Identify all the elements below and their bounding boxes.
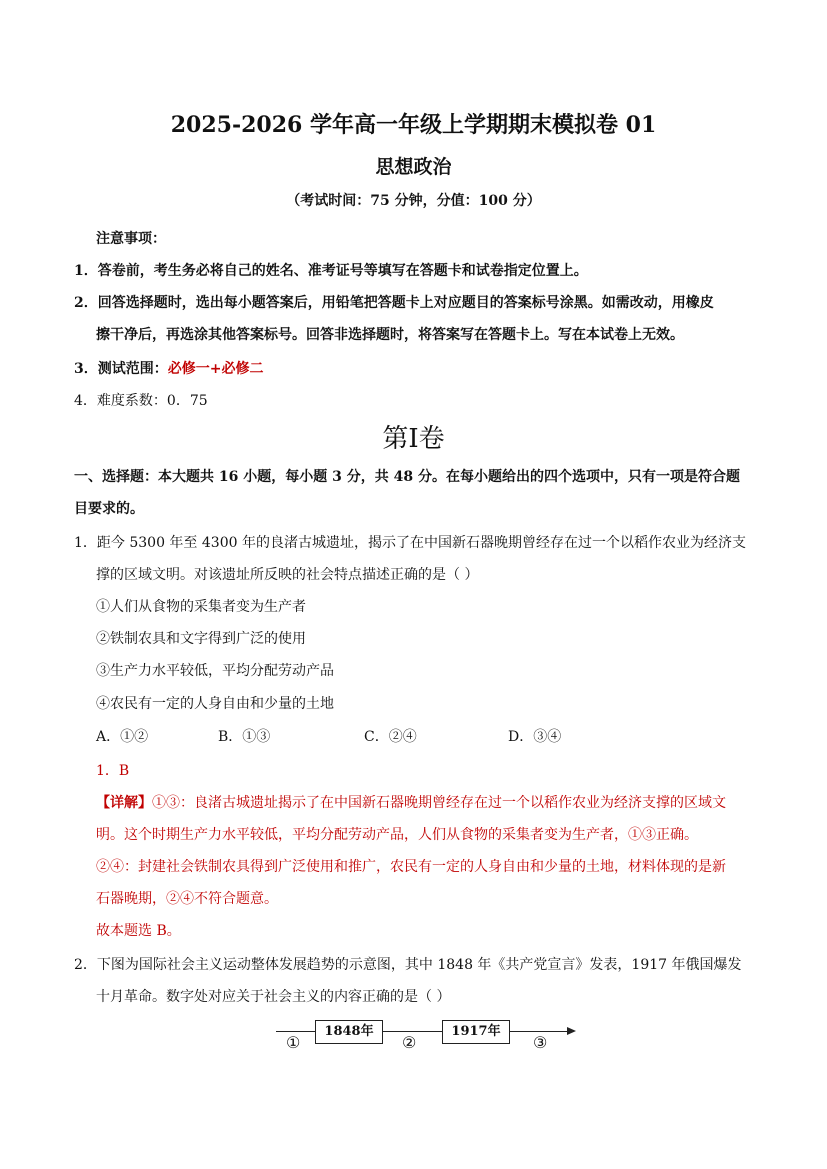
q1-option-a: A．①② [96, 729, 149, 745]
section-intro-line1: 一、选择题：本大题共 16 小题，每小题 3 分，共 48 分。在每小题给出的四个选项中，只有一项是符合题 [74, 469, 740, 485]
q1-option-b: B．①③ [218, 729, 271, 745]
q1-detail-line4: 石器晚期，②④不符合题意。 [96, 891, 278, 907]
section-title: 第Ⅰ卷 [382, 424, 445, 454]
detail-text: ①③：良渚古城遗址揭示了在中国新石器晚期曾经存在过一个以稻作农业为经济支撑的区域文 [152, 795, 726, 811]
exam-info: （考试时间：75 分钟，分值：100 分） [286, 193, 541, 209]
test-scope: 必修一+必修二 [167, 361, 264, 377]
q2-stem-line1: 2．下图为国际社会主义运动整体发展趋势的示意图，其中 1848 年《共产党宣言》发表，1917 年俄国爆发 [74, 957, 742, 973]
notice-item-2-line2: 擦干净后，再选涂其他答案标号。回答非选择题时，将答案写在答题卡上。写在本试卷上无效。 [96, 327, 684, 343]
exam-title: 2025-2026 学年高一年级上学期期末模拟卷 01 [170, 112, 657, 138]
notice-item-2-line1: 2．回答选择题时，选出每小题答案后，用铅笔把答题卡上对应题目的答案标号涂黑。如需改动，用橡皮 [74, 295, 714, 311]
q1-option-d: D．③④ [508, 729, 562, 745]
timeline-mark-3: ③ [533, 1033, 548, 1052]
notice-item-1: 1．答卷前，考生务必将自己的姓名、准考证号等填写在答题卡和试卷指定位置上。 [74, 263, 588, 279]
timeline-mark-1: ① [286, 1033, 301, 1052]
notice-item-3 [74, 358, 263, 378]
q1-conclusion: 故本题选 B。 [96, 923, 181, 939]
q2-stem-line2: 十月革命。数字处对应关于社会主义的内容正确的是（ ） [96, 989, 451, 1005]
timeline-box-1917: 1917年 [442, 1020, 510, 1044]
q1-detail-line2: 明。这个时期生产力水平较低，平均分配劳动产品，人们从食物的采集者变为生产者，①③正确。 [96, 827, 698, 843]
q1-detail-line3: ②④：封建社会铁制农具得到广泛使用和推广，农民有一定的人身自由和少量的土地，材料体现的是新 [96, 859, 726, 875]
q1-stem-line2: 撑的区域文明。对该遗址所反映的社会特点描述正确的是（ ） [96, 567, 479, 583]
notice-heading: 注意事项： [96, 231, 166, 247]
timeline-arrowhead [567, 1027, 576, 1035]
q1-detail-line1 [96, 792, 726, 812]
detail-tag: 【详解】 [96, 795, 152, 811]
timeline-mark-2: ② [402, 1033, 417, 1052]
q1-item-2: ②铁制农具和文字得到广泛的使用 [96, 631, 306, 647]
exam-subject: 思想政治 [375, 156, 452, 178]
q1-stem-line1: 1．距今 5300 年至 4300 年的良渚古城遗址，揭示了在中国新石器晚期曾经存在过一个以稻作农业为经济支 [74, 535, 746, 551]
q1-answer: 1．B [96, 763, 130, 779]
q1-option-c: C．②④ [364, 729, 417, 745]
q1-item-1: ①人们从食物的采集者变为生产者 [96, 599, 306, 615]
notice-item-3-label: 3．测试范围： [74, 361, 168, 377]
section-intro-line2: 目要求的。 [74, 501, 144, 517]
q1-item-3: ③生产力水平较低，平均分配劳动产品 [96, 663, 334, 679]
notice-item-4: 4．难度系数：0．75 [74, 393, 208, 409]
timeline-box-1848: 1848年 [315, 1020, 383, 1044]
q1-item-4: ④农民有一定的人身自由和少量的土地 [96, 696, 334, 712]
